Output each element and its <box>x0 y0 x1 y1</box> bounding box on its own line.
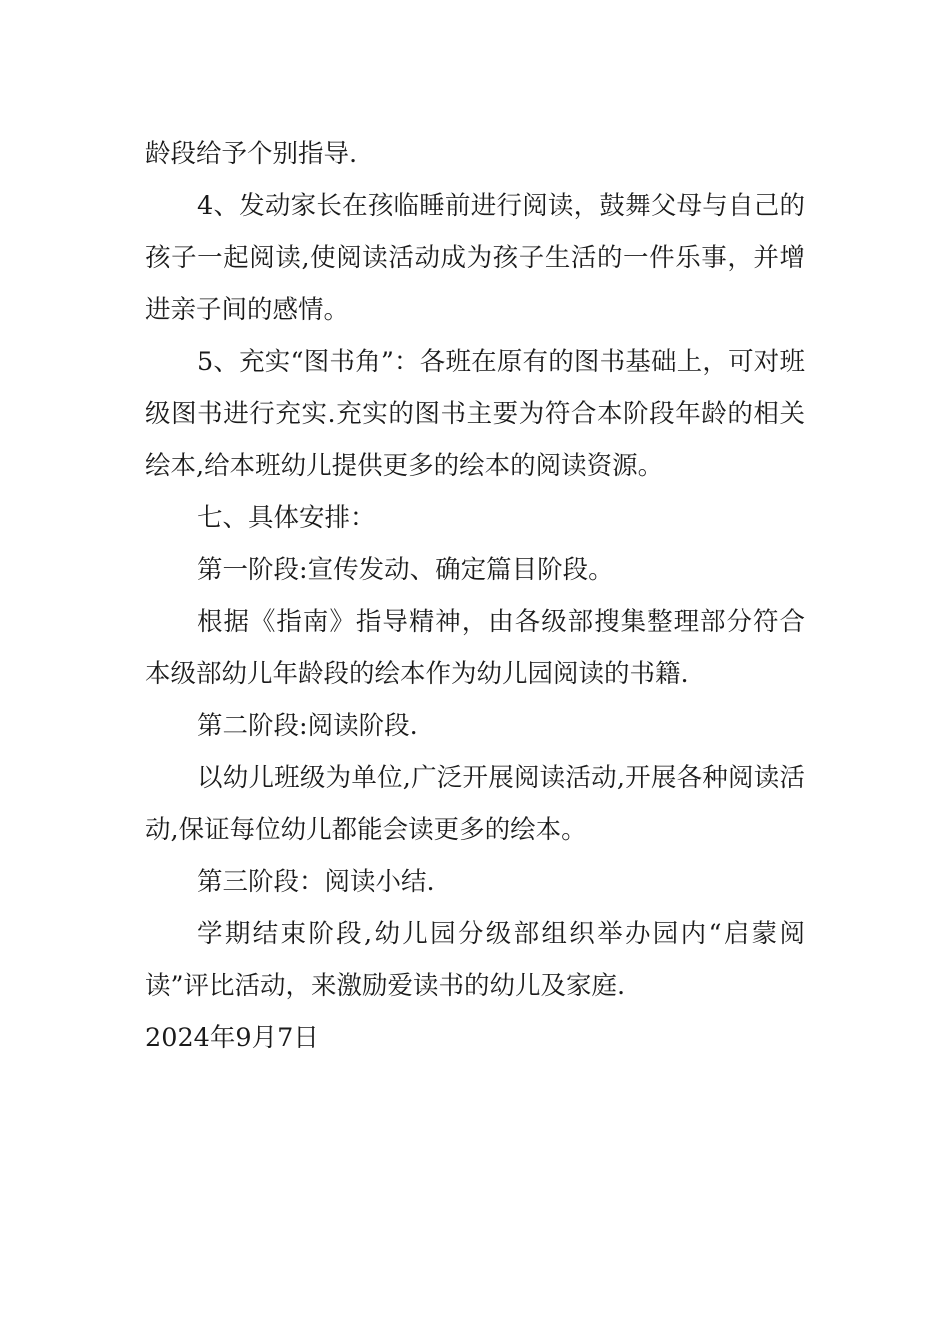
document-date: 2024年9月7日 <box>145 1023 319 1053</box>
paragraph: 4、发动家长在孩临睡前进行阅读，鼓舞父母与自己的孩子一起阅读,使阅读活动成为孩子生活的一件乐事，并增进亲子间的感情。 <box>145 191 805 325</box>
paragraph: 以幼儿班级为单位,广泛开展阅读活动,开展各种阅读活动,保证每位幼儿都能会读更多的绘本。 <box>145 763 805 845</box>
stage-heading: 第二阶段:阅读阶段. <box>197 711 418 741</box>
section-heading: 七、具体安排： <box>197 503 376 533</box>
paragraph: 龄段给予个别指导. <box>145 139 358 169</box>
paragraph: 根据《指南》指导精神，由各级部搜集整理部分符合本级部幼儿年龄段的绘本作为幼儿园阅读的书籍. <box>145 607 805 689</box>
stage-heading: 第三阶段：阅读小结. <box>197 867 435 897</box>
paragraph: 学期结束阶段,幼儿园分级部组织举办园内“启蒙阅读”评比活动，来激励爱读书的幼儿及家庭. <box>145 919 805 1001</box>
stage-heading: 第一阶段:宣传发动、确定篇目阶段。 <box>197 555 614 585</box>
document-body <box>145 128 805 1064</box>
paragraph: 5、充实“图书角”：各班在原有的图书基础上，可对班级图书进行充实.充实的图书主要为符合本阶段年龄的相关绘本,给本班幼儿提供更多的绘本的阅读资源。 <box>145 347 805 481</box>
